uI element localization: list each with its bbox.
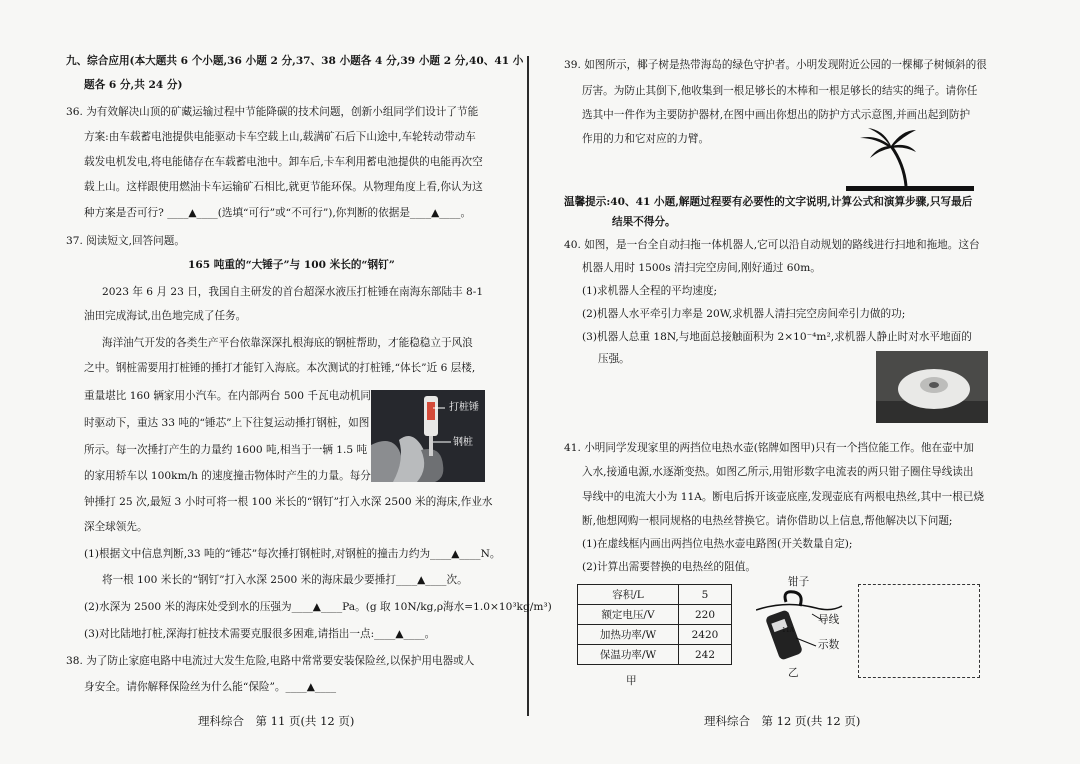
q36-line: 种方案是否可行? ____▲____(选填“可行”或“不可行”),你判断的依据是____▲____。 bbox=[84, 207, 472, 219]
q38-line: 身安全。请你解释保险丝为什么能“保险”。____▲____ bbox=[84, 681, 337, 693]
figure-label-jia: 甲 bbox=[626, 675, 637, 687]
table-cell: 额定电压/V bbox=[578, 605, 679, 625]
q41-line: 41. 小明同学发现家里的两挡位电热水壶(铭牌如图甲)只有一个挡位能工作。他在壶中加 bbox=[564, 442, 974, 454]
section-title: 九、综合应用(本大题共 6 个小题,36 小题 2 分,37、38 小题各 4 分,39 小题 2 分,40、41 小 bbox=[66, 55, 524, 67]
article-line: 所示。每一次捶打产生的力量约 1600 吨,相当于一辆 1.5 吨 bbox=[84, 444, 368, 456]
q40-line: 压强。 bbox=[598, 353, 630, 365]
q41-line: 入水,接通电源,水逐渐变热。如图乙所示,用钳形数字电流表的两只钳子圈住导线读出 bbox=[582, 466, 974, 478]
q40-line: 40. 如图，是一台全自动扫拖一体机器人,它可以沿自动规划的路线进行扫地和拖地。这台 bbox=[564, 239, 980, 251]
q36-line: 36. 为有效解决山顶的矿藏运输过程中节能降碳的技术问题，创新小组同学们设计了节能 bbox=[66, 106, 479, 118]
sub-question-1b: 将一根 100 米长的“钢钉”打入水深 2500 米的海床最少要捶打____▲____次。 bbox=[102, 574, 468, 586]
article-line: 油田完成海试,出色地完成了任务。 bbox=[84, 310, 247, 322]
q41-line: 断,他想网购一根同规格的电热丝替换它。请你借助以上信息,帮他解决以下问题; bbox=[582, 515, 953, 527]
q41-line: (2)计算出需要替换的电热丝的阻值。 bbox=[582, 561, 756, 573]
table-cell: 加热功率/W bbox=[578, 625, 679, 645]
article-line: 海洋油气开发的各类生产平台依靠深深扎根海底的钢桩帮助，才能稳稳立于风浪 bbox=[102, 337, 473, 349]
q36-line: 载发电机发电,将电能储存在车载蓄电池中。卸车后,卡车利用蓄电池提供的电能再次空 bbox=[84, 156, 483, 168]
table-cell: 容积/L bbox=[578, 585, 679, 605]
article-line: 的家用轿车以 100km/h 的速度撞击物体时产生的力量。每分 bbox=[84, 470, 371, 482]
warm-tip-cont: 结果不得分。 bbox=[612, 216, 676, 228]
page-footer: 理科综合 第 11 页(共 12 页) bbox=[198, 714, 355, 728]
section-title-cont: 题各 6 分,共 24 分) bbox=[84, 79, 183, 91]
article-line: 深全球领先。 bbox=[84, 521, 148, 533]
article-line: 之中。钢桩需要用打桩锤的捶打才能钉入海底。本次测试的打桩锤,“体长”近 6 层楼, bbox=[84, 362, 476, 374]
q40-line: 机器人用时 1500s 清扫完空房间,刚好通过 60m。 bbox=[582, 262, 821, 274]
article-title: 165 吨重的“大锤子”与 100 米长的“钢钉” bbox=[188, 259, 395, 271]
q41-line: 导线中的电流大小为 11A。断电后拆开该壶底座,发现壶底有两根电热丝,其中一根已烧 bbox=[582, 491, 985, 503]
table-cell: 242 bbox=[679, 645, 732, 665]
q41-line: (1)在虚线框内画出两挡位电热水壶电路图(开关数量自定); bbox=[582, 538, 853, 550]
label-wire: 导线 bbox=[818, 614, 840, 626]
q38-line: 38. 为了防止家庭电路中电流过大发生危险,电路中常常要安装保险丝,以保护用电器或人 bbox=[66, 655, 475, 667]
article-line: 钟捶打 25 次,最短 3 小时可将一根 100 米长的“钢钉”打入水深 2500 米的海床,作业水 bbox=[84, 496, 493, 508]
table-cell: 5 bbox=[679, 585, 732, 605]
article-line: 重量堪比 160 辆家用小汽车。在内部两台 500 千瓦电动机同 bbox=[84, 390, 371, 402]
q36-line: 载上山。这样跟使用燃油卡车运输矿石相比,就更节能环保。从物理角度上看,你认为这 bbox=[84, 181, 483, 193]
sub-question-1a: (1)根据文中信息判断,33 吨的“锤芯”每次捶打钢桩时,对钢桩的撞击力约为____▲____N。 bbox=[84, 548, 501, 560]
table-cell: 保温功率/W bbox=[578, 645, 679, 665]
robot-vacuum-photo bbox=[876, 351, 988, 423]
q39-line: 厉害。为防止其倒下,他收集到一根足够长的木棒和一根足够长的结实的绳子。请你任 bbox=[582, 85, 978, 97]
table-row bbox=[578, 645, 732, 665]
table-cell: 220 bbox=[679, 605, 732, 625]
q40-line: (1)求机器人全程的平均速度; bbox=[582, 285, 718, 297]
figure-label-yi: 乙 bbox=[788, 667, 799, 679]
palm-tree-icon bbox=[846, 124, 974, 194]
table-row bbox=[578, 585, 732, 605]
article-line: 时驱动下，重达 33 吨的“锤芯”上下往复运动捶打钢桩，如图 bbox=[84, 417, 370, 429]
label-pile-hammer: 打桩锤 bbox=[449, 402, 479, 413]
kettle-spec-table bbox=[577, 584, 732, 665]
article-line: 2023 年 6 月 23 日，我国自主研发的首台超深水液压打桩锤在南海东部陆丰 8-1 bbox=[102, 286, 484, 298]
q37-intro: 37. 阅读短文,回答问题。 bbox=[66, 235, 185, 247]
robot-vacuum-illustration bbox=[876, 351, 988, 423]
pile-hammer-photo bbox=[371, 390, 485, 482]
page-footer: 理科综合 第 12 页(共 12 页) bbox=[704, 714, 861, 728]
table-row bbox=[578, 605, 732, 625]
clamp-meter-icon bbox=[756, 590, 846, 670]
q39-line: 选其中一件作为主要防护器材,在图中画出你想出的防护方式示意图,并画出起到防护 bbox=[582, 109, 971, 121]
table-cell: 2420 bbox=[679, 625, 732, 645]
page-divider bbox=[527, 56, 529, 716]
warm-tip: 温馨提示:40、41 小题,解题过程要有必要性的文字说明,计算公式和演算步骤,只写最后 bbox=[564, 196, 973, 208]
q36-line: 方案:由车载蓄电池提供电能驱动卡车空载上山,载满矿石后下山途中,车轮转动带动车 bbox=[84, 131, 476, 143]
circuit-drawing-box[interactable] bbox=[858, 584, 980, 678]
label-display: 示数 bbox=[818, 639, 840, 651]
q39-line: 作用的力和它对应的力臂。 bbox=[582, 133, 710, 145]
sub-question-2: (2)水深为 2500 米的海床处受到水的压强为____▲____Pa。(g 取 10N/kg,ρ海水=1.0×10³kg/m³) bbox=[84, 601, 552, 613]
table-row bbox=[578, 625, 732, 645]
sub-question-3: (3)对比陆地打桩,深海打桩技术需要克服很多困难,请指出一点:____▲____。 bbox=[84, 628, 436, 640]
label-steel-pile: 钢桩 bbox=[453, 437, 473, 448]
label-clamp: 钳子 bbox=[788, 576, 810, 588]
q39-line: 39. 如图所示，椰子树是热带海岛的绿色守护者。小明发现附近公园的一棵椰子树倾斜的很 bbox=[564, 59, 987, 71]
q40-line: (3)机器人总重 18N,与地面总接触面积为 2×10⁻⁴m²,求机器人静止时对水平地面的 bbox=[582, 331, 972, 343]
q40-line: (2)机器人水平牵引力率是 20W,求机器人清扫完空房间牵引力做的功; bbox=[582, 308, 906, 320]
meter-reading: 11A bbox=[782, 627, 794, 634]
